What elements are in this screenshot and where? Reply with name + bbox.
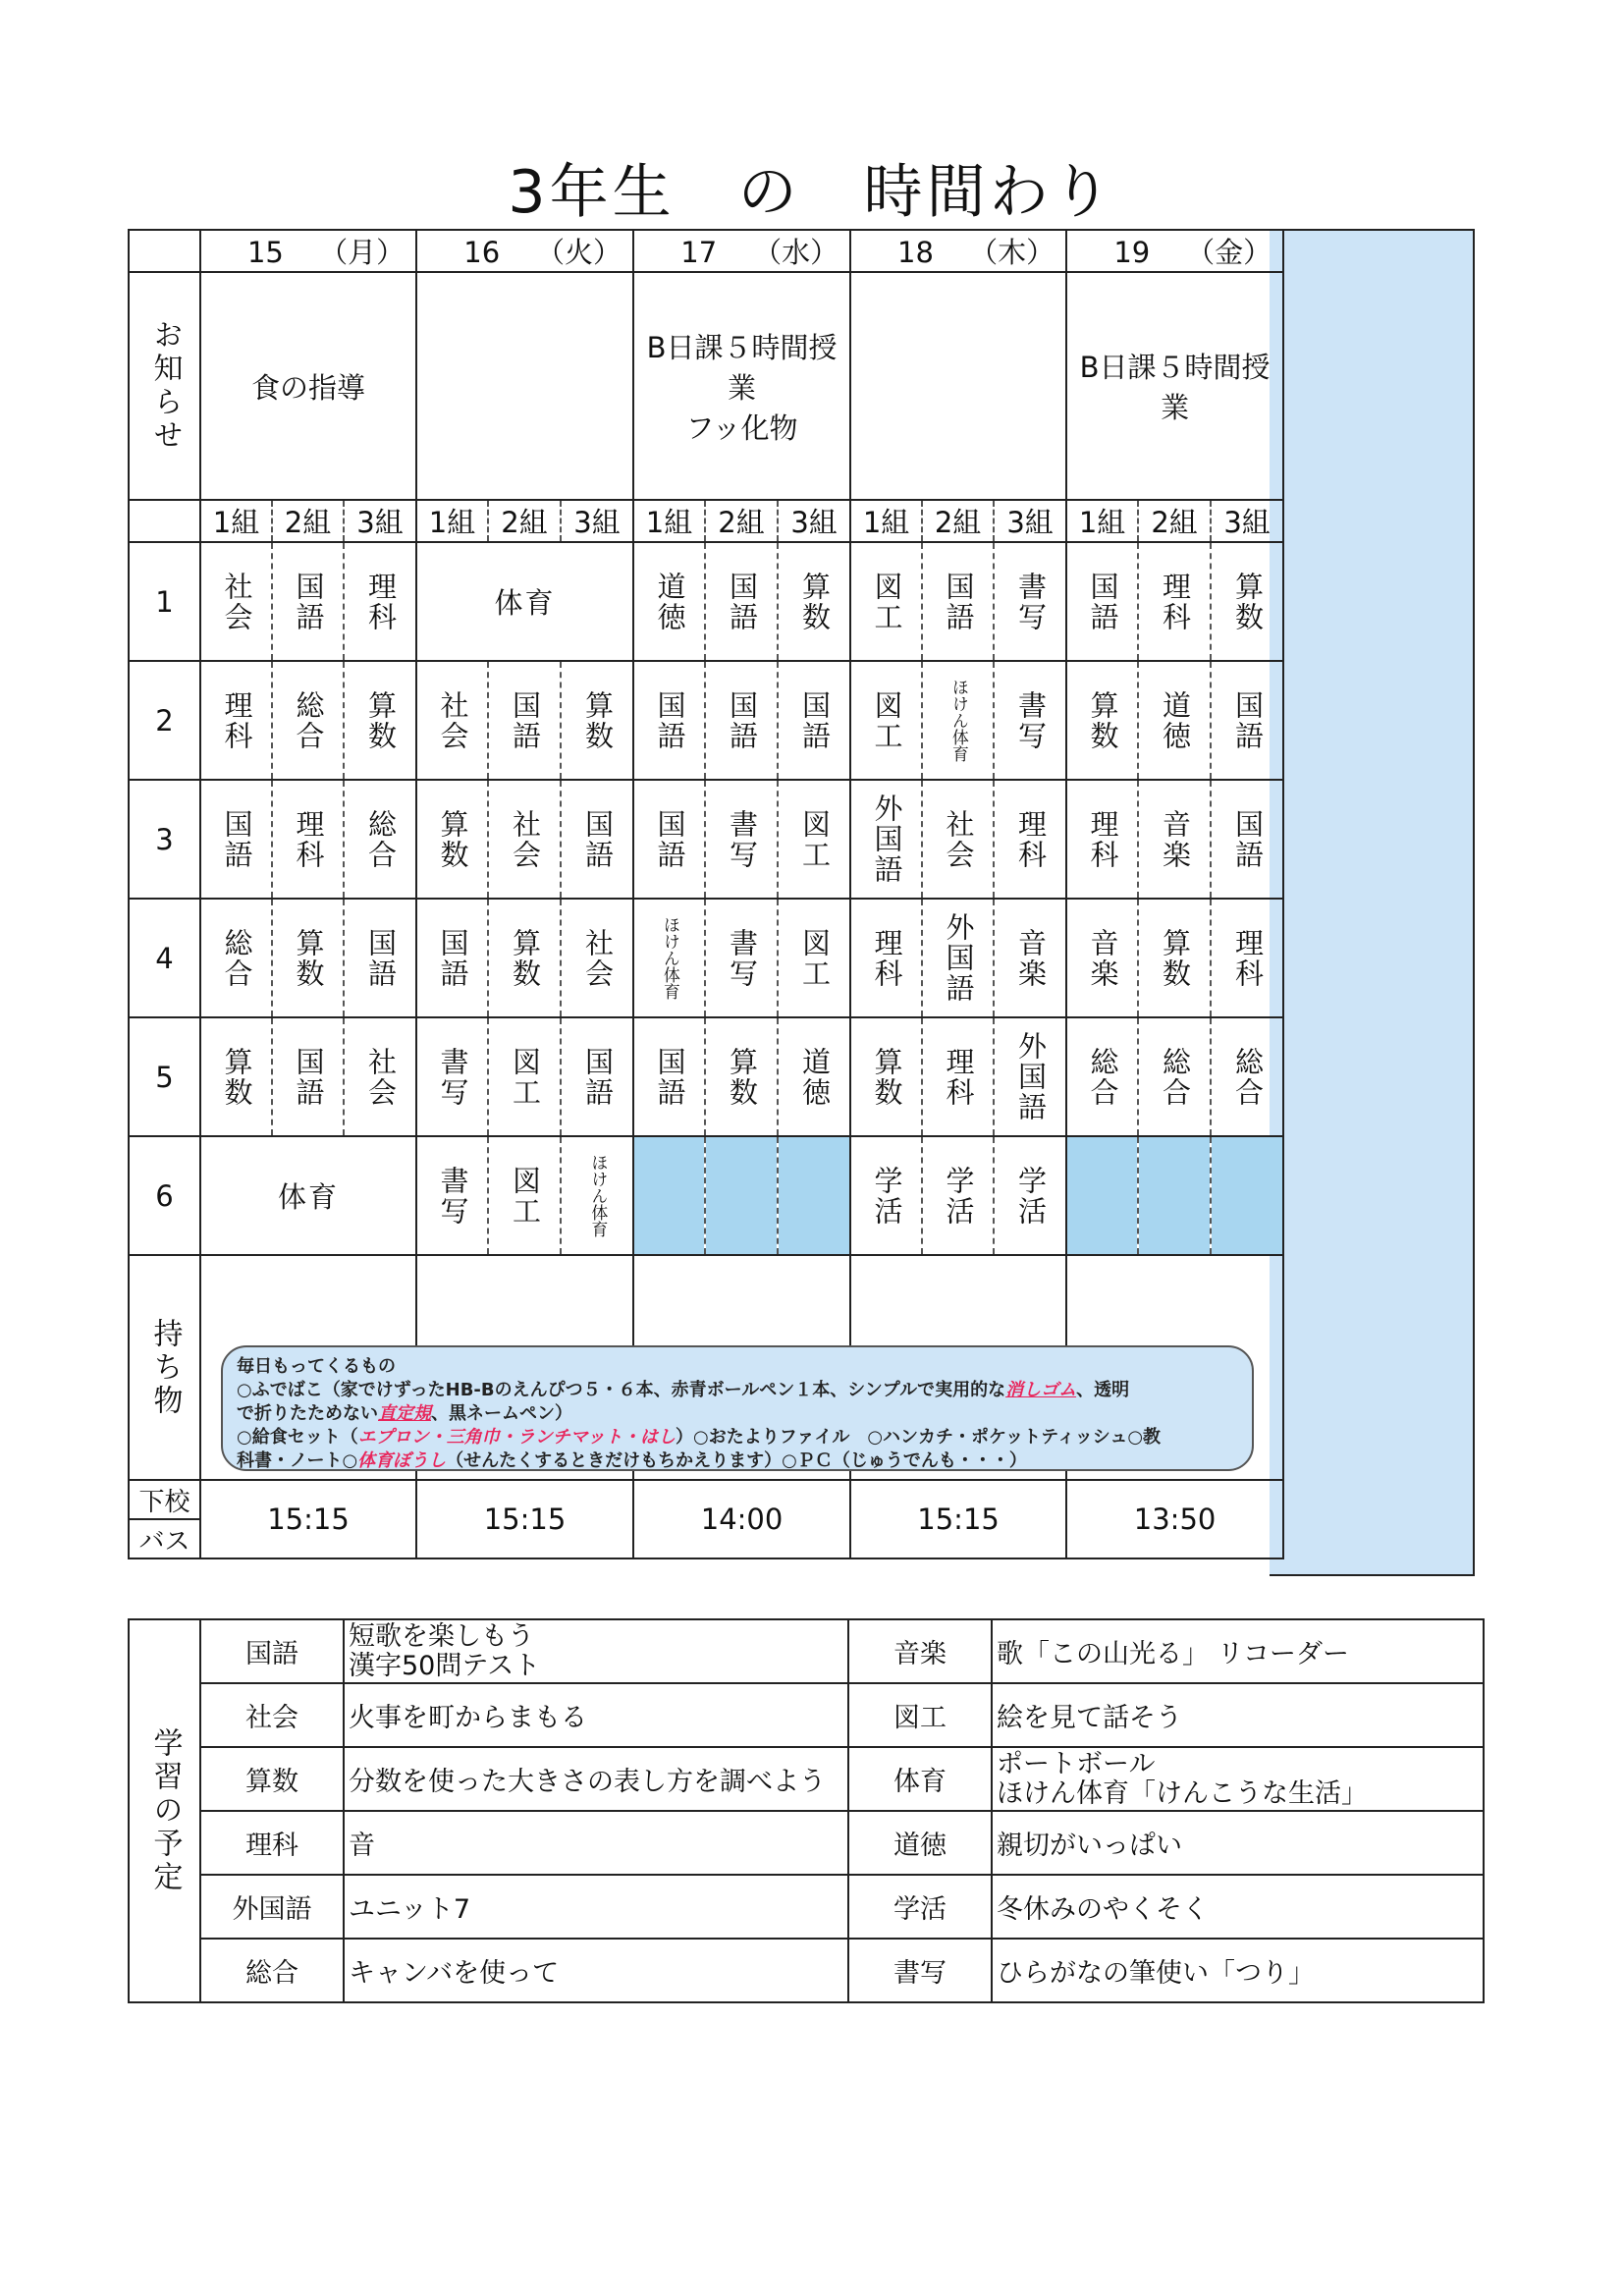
class-header: 3組 <box>344 500 416 542</box>
period-number: 4 <box>129 899 200 1017</box>
class-header: 1組 <box>416 500 488 542</box>
subject-cell: 書写 <box>705 899 778 1017</box>
period-row-1 <box>129 542 1283 661</box>
plan-row <box>129 1875 1484 1939</box>
subject-cell: 学活 <box>850 1136 922 1255</box>
subject-cell: 理科 <box>850 899 922 1017</box>
subject-cell: 総合 <box>1066 1017 1138 1136</box>
notice-fri: B日課５時間授業 <box>1066 272 1283 500</box>
subject-cell: 音楽 <box>1138 780 1211 899</box>
subject-cell: 算数 <box>488 899 561 1017</box>
subject-cell: 理科 <box>344 542 416 661</box>
class-header: 2組 <box>922 500 994 542</box>
subject-cell: 社会 <box>488 780 561 899</box>
subject-cell: 理科 <box>922 1017 994 1136</box>
class-header: 3組 <box>561 500 633 542</box>
plan-subject: 総合 <box>200 1939 344 2002</box>
subject-cell: 社会 <box>344 1017 416 1136</box>
plan-content: 火事を町からまもる <box>344 1683 848 1747</box>
notice-wed: B日課５時間授業 フッ化物 <box>633 272 850 500</box>
plan-content: 分数を使った大きさの表し方を調べよう <box>344 1747 848 1811</box>
subject-cell: 算数 <box>200 1017 272 1136</box>
class-header: 3組 <box>1211 500 1283 542</box>
subject-cell: 社会 <box>416 661 488 780</box>
class-header: 1組 <box>200 500 272 542</box>
plan-subject: 書写 <box>848 1939 992 2002</box>
subject-cell: 総合 <box>200 899 272 1017</box>
subject-cell: 書写 <box>994 661 1066 780</box>
plan-content: 親切がいっぱい <box>992 1811 1484 1875</box>
subject-cell: 国語 <box>778 661 850 780</box>
plan-content: 絵を見て話そう <box>992 1683 1484 1747</box>
plan-content: ユニット7 <box>344 1875 848 1939</box>
subject-cell: 書写 <box>994 542 1066 661</box>
subject-cell: 社会 <box>200 542 272 661</box>
plan-label: 学習の予定 <box>129 1619 200 2002</box>
subject-cell: 国語 <box>272 1017 344 1136</box>
no-class-cell <box>778 1136 850 1255</box>
class-header-row <box>129 500 1283 542</box>
subject-cell: 理科 <box>1138 542 1211 661</box>
class-header: 2組 <box>705 500 778 542</box>
subject-cell: 図工 <box>488 1017 561 1136</box>
subject-cell: 総合 <box>272 661 344 780</box>
class-header: 3組 <box>778 500 850 542</box>
period-row-6 <box>129 1136 1283 1255</box>
subject-cell: 書写 <box>416 1136 488 1255</box>
subject-cell: ほけん体育 <box>633 899 705 1017</box>
notice-thu <box>850 272 1066 500</box>
plan-row <box>129 1683 1484 1747</box>
subject-cell: 音楽 <box>994 899 1066 1017</box>
subject-cell: 算数 <box>272 899 344 1017</box>
subject-cell: 国語 <box>633 1017 705 1136</box>
belongings-label: 持ち物 <box>129 1255 200 1480</box>
plan-subject: 算数 <box>200 1747 344 1811</box>
class-header: 1組 <box>1066 500 1138 542</box>
plan-row <box>129 1811 1484 1875</box>
plan-subject: 理科 <box>200 1811 344 1875</box>
no-class-cell <box>1211 1136 1283 1255</box>
plan-content: キャンバを使って <box>344 1939 848 2002</box>
class-header: 2組 <box>1138 500 1211 542</box>
subject-cell: 国語 <box>272 542 344 661</box>
subject-cell: 道徳 <box>778 1017 850 1136</box>
subject-cell: 国語 <box>633 780 705 899</box>
subject-cell: 算数 <box>561 661 633 780</box>
subject-cell: 書写 <box>416 1017 488 1136</box>
period-number: 3 <box>129 780 200 899</box>
plan-subject: 外国語 <box>200 1875 344 1939</box>
subject-cell: 国語 <box>344 899 416 1017</box>
daily-items-box <box>221 1345 1254 1471</box>
subject-cell: 国語 <box>416 899 488 1017</box>
period-number: 5 <box>129 1017 200 1136</box>
subject-cell: 算数 <box>1211 542 1283 661</box>
plan-content: 冬休みのやくそく <box>992 1875 1484 1939</box>
subject-cell: 総合 <box>1138 1017 1211 1136</box>
dismissal-time-fri: 13:50 <box>1066 1480 1283 1558</box>
class-header: 3組 <box>994 500 1066 542</box>
subject-cell: 外国語 <box>922 899 994 1017</box>
plan-subject: 学活 <box>848 1875 992 1939</box>
no-class-cell <box>705 1136 778 1255</box>
subject-cell: ほけん体育 <box>922 661 994 780</box>
period-number: 2 <box>129 661 200 780</box>
dismissal-time-thu: 15:15 <box>850 1480 1066 1558</box>
subject-cell: 書写 <box>705 780 778 899</box>
subject-cell: 国語 <box>561 1017 633 1136</box>
subject-cell: 社会 <box>561 899 633 1017</box>
subject-cell: 国語 <box>922 542 994 661</box>
day-header-mon: 15 （月） <box>200 230 416 272</box>
subject-cell: 図工 <box>850 542 922 661</box>
subject-cell: 学活 <box>994 1136 1066 1255</box>
plan-subject: 社会 <box>200 1683 344 1747</box>
period-row-4 <box>129 899 1283 1017</box>
no-class-cell <box>1066 1136 1138 1255</box>
plan-content: 歌「この山光る」 リコーダー <box>992 1619 1484 1683</box>
plan-content: ポートボール ほけん体育「けんこうな生活」 <box>992 1747 1484 1811</box>
page-title: 3年生 の 時間わり <box>508 158 1115 227</box>
subject-cell: 国語 <box>705 542 778 661</box>
subject-cell: 外国語 <box>850 780 922 899</box>
subject-cell: 理科 <box>272 780 344 899</box>
subject-cell: 算数 <box>705 1017 778 1136</box>
subject-cell: 音楽 <box>1066 899 1138 1017</box>
subject-cell: 外国語 <box>994 1017 1066 1136</box>
daily-items-line: で折りたためない直定規、黒ネームペン） <box>237 1403 572 1424</box>
plan-content: ひらがなの筆使い「つり」 <box>992 1939 1484 2002</box>
subject-cell: 算数 <box>850 1017 922 1136</box>
period-number: 1 <box>129 542 200 661</box>
plan-content: 短歌を楽しもう 漢字50問テスト <box>344 1619 848 1683</box>
corner-cell <box>129 230 200 272</box>
day-header-thu: 18 （木） <box>850 230 1066 272</box>
day-header-fri: 19 （金） <box>1066 230 1283 272</box>
period-row-2 <box>129 661 1283 780</box>
notice-tue <box>416 272 633 500</box>
subject-cell: 理科 <box>200 661 272 780</box>
plan-subject: 道徳 <box>848 1811 992 1875</box>
period-number: 6 <box>129 1136 200 1255</box>
subject-cell: 算数 <box>344 661 416 780</box>
subject-cell: 算数 <box>1138 899 1211 1017</box>
period-row-3 <box>129 780 1283 899</box>
bus-label: バス <box>129 1519 200 1558</box>
subject-cell: 国語 <box>1211 780 1283 899</box>
subject-cell: 総合 <box>344 780 416 899</box>
class-header: 2組 <box>488 500 561 542</box>
plan-row <box>129 1747 1484 1811</box>
class-header: 1組 <box>633 500 705 542</box>
dismissal-time-tue: 15:15 <box>416 1480 633 1558</box>
day-header-tue: 16 （火） <box>416 230 633 272</box>
no-class-cell <box>1138 1136 1211 1255</box>
notice-mon: 食の指導 <box>200 272 416 500</box>
subject-cell: 算数 <box>778 542 850 661</box>
subject-cell: 学活 <box>922 1136 994 1255</box>
class-corner <box>129 500 200 542</box>
date-header-row <box>129 230 1283 272</box>
subject-cell: 理科 <box>1211 899 1283 1017</box>
subject-cell-merged: 体育 <box>200 1136 416 1255</box>
subject-cell: 道徳 <box>1138 661 1211 780</box>
subject-cell: 国語 <box>1066 542 1138 661</box>
daily-items-line: ○給食セット（エプロン・三角巾・ランチマット・はし）○おたよりファイル ○ハンカチ・ポケットティッシュ○教 <box>237 1427 1162 1448</box>
dismissal-row <box>129 1480 1283 1519</box>
daily-items-line: ○ふでばこ（家でけずったHB-Bのえんぴつ５・６本、赤青ボールペン１本、シンプルで実用的な消しゴム、透明 <box>237 1380 1130 1400</box>
subject-cell: 図工 <box>850 661 922 780</box>
plan-row <box>129 1939 1484 2002</box>
learning-plan-table <box>128 1618 1485 2003</box>
plan-subject: 図工 <box>848 1683 992 1747</box>
class-header: 2組 <box>272 500 344 542</box>
dismissal-label: 下校 <box>129 1480 200 1519</box>
subject-cell: 国語 <box>488 661 561 780</box>
subject-cell-merged: 体育 <box>416 542 633 661</box>
dismissal-time-mon: 15:15 <box>200 1480 416 1558</box>
no-class-cell <box>633 1136 705 1255</box>
plan-row <box>129 1619 1484 1683</box>
subject-cell: 算数 <box>1066 661 1138 780</box>
notice-row <box>129 272 1283 500</box>
subject-cell: 図工 <box>778 899 850 1017</box>
subject-cell: 国語 <box>705 661 778 780</box>
daily-items-heading: 毎日もってくるもの <box>237 1356 396 1377</box>
subject-cell: 理科 <box>1066 780 1138 899</box>
subject-cell: ほけん体育 <box>561 1136 633 1255</box>
daily-items-line: 科書・ノート○体育ぼうし（せんたくするときだけもちかえります）○ＰＣ（じゅうでんも・・・） <box>237 1450 1027 1471</box>
subject-cell: 総合 <box>1211 1017 1283 1136</box>
subject-cell: 図工 <box>778 780 850 899</box>
subject-cell: 図工 <box>488 1136 561 1255</box>
plan-subject: 音楽 <box>848 1619 992 1683</box>
period-row-5 <box>129 1017 1283 1136</box>
subject-cell: 算数 <box>416 780 488 899</box>
class-header: 1組 <box>850 500 922 542</box>
subject-cell: 国語 <box>561 780 633 899</box>
subject-cell: 理科 <box>994 780 1066 899</box>
dismissal-time-wed: 14:00 <box>633 1480 850 1558</box>
plan-content: 音 <box>344 1811 848 1875</box>
plan-subject: 国語 <box>200 1619 344 1683</box>
subject-cell: 国語 <box>200 780 272 899</box>
subject-cell: 国語 <box>633 661 705 780</box>
day-header-wed: 17 （水） <box>633 230 850 272</box>
side-shaded-column <box>1270 229 1475 1576</box>
subject-cell: 道徳 <box>633 542 705 661</box>
notice-label: お知らせ <box>129 272 200 500</box>
plan-subject: 体育 <box>848 1747 992 1811</box>
subject-cell: 社会 <box>922 780 994 899</box>
subject-cell: 国語 <box>1211 661 1283 780</box>
